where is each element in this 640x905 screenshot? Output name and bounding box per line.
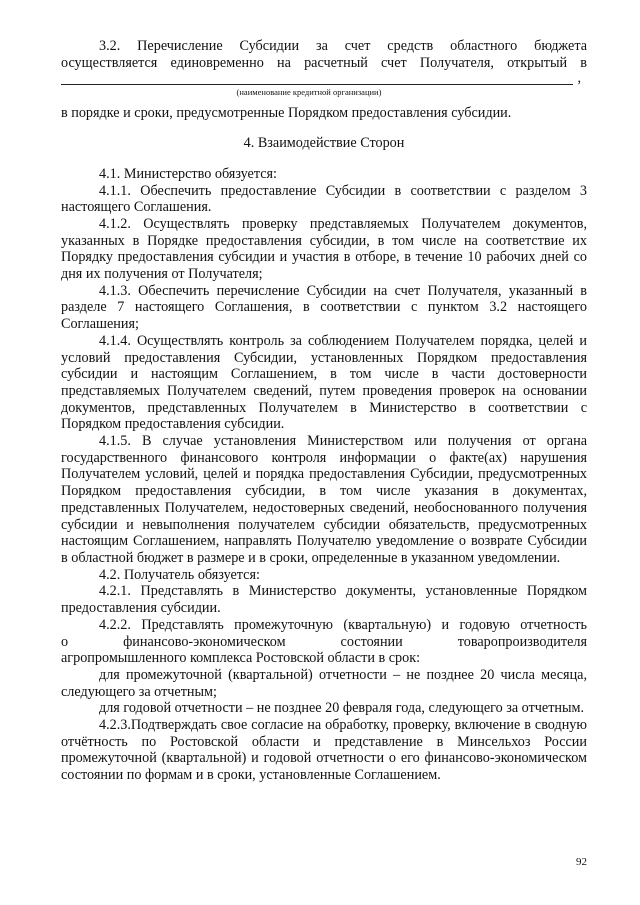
- clause-4-1-2: 4.1.2. Осуществлять проверку представляемых Получателем документов, указанных в Порядке предоставления субсидии, в том числе на соответствие их Порядку предоставления субсидии и участия в отборе, в течение 10 рабочих дней со дня их получения от Получателя;: [61, 215, 587, 283]
- clause-3-2-line-2: осуществляется единовременно на расчетный счет Получателя, открытый в: [61, 54, 587, 71]
- page-number: 92: [576, 856, 587, 868]
- clause-4-1-4: 4.1.4. Осуществлять контроль за соблюдением Получателем порядка, целей и условий предоставления Субсидии, установленных Порядком предоставления субсидии и настоящим Соглашением, в том числе в части достоверности представляемых Получателем сведений, путем проведения проверок на основании документов, представленных Получателем в Министерство в соответствии с Порядком предоставления субсидии.: [61, 332, 587, 433]
- clause-4-2-2-line-2: [61, 634, 587, 651]
- clause-4-2-2-annual-deadline: для годовой отчетности – не позднее 20 февраля года, следующего за отчетным.: [99, 700, 585, 717]
- clause-4-2-1: 4.2.1. Представлять в Министерство документы, установленные Порядком предоставления субсидии.: [61, 583, 587, 617]
- clause-3-2-end: в порядке и сроки, предусмотренные Порядком предоставления субсидии.: [61, 105, 512, 122]
- text-fragment: состоянии: [340, 633, 403, 650]
- clause-4-2-2-interim-deadline: для промежуточной (квартальной) отчетности – не позднее 20 числа месяца, следующего за отчетным;: [61, 666, 587, 700]
- text-fragment: финансово-экономическом: [123, 633, 286, 650]
- fill-in-underline: [61, 84, 573, 85]
- clause-4-1-3: 4.1.3. Обеспечить перечисление Субсидии на счет Получателя, указанный в разделе 7 настоящего Соглашения, в соответствии с пунктом 3.2 настоящего Соглашения;: [61, 282, 587, 333]
- text-fragment: о: [61, 633, 69, 650]
- clause-4-2-2-line-3: агропромышленного комплекса Ростовской области в срок:: [61, 650, 421, 667]
- document-page: [61, 38, 587, 784]
- clause-4-1-5: 4.1.5. В случае установления Министерством или получения от органа государственного финансового контроля информации о факте(ах) нарушения Получателем условий, целей и порядка предоставления Субсидии, предусмотренных Порядком предоставления субсидии, в том числе указания в документах, представленных Получателем, недостоверных сведений, необоснованного получения субсидии и невыполнения получателем субсидии обязательств, предусмотренных настоящим Соглашением, направлять Получателю уведомление о возврате Субсидии в областной бюджет в размере и в сроки, определенные в указанном уведомлении.: [61, 433, 587, 566]
- bank-name-blank: [61, 71, 587, 87]
- text-fragment: товаропроизводителя: [457, 633, 587, 650]
- clause-4-2-3: 4.2.3.Подтверждать свое согласие на обработку, проверку, включение в сводную отчётность по Ростовской области и представление в Минсельхоз России промежуточной (квартальной) и годовой отчетности о его финансово-экономическом состоянии по формам и в сроки, установленные Соглашением.: [61, 717, 587, 784]
- clause-4-2: 4.2. Получатель обязуется:: [99, 566, 260, 583]
- clause-4-1-1: 4.1.1. Обеспечить предоставление Субсидии в соответствии с разделом 3 настоящего Соглашения.: [61, 182, 587, 216]
- clause-4-1: 4.1. Министерство обязуется:: [99, 165, 277, 182]
- blank-trailing-comma: ,: [577, 70, 581, 87]
- section-heading: 4. Взаимодействие Сторон: [243, 135, 405, 152]
- clause-4-2-2-line-1: 4.2.2. Представлять промежуточную (квартальную) и годовую отчетность: [99, 616, 587, 633]
- bank-name-caption: (наименование кредитной организации): [236, 87, 382, 98]
- clause-3-2-line-1: 3.2. Перечисление Субсидии за счет средств областного бюджета: [99, 38, 587, 54]
